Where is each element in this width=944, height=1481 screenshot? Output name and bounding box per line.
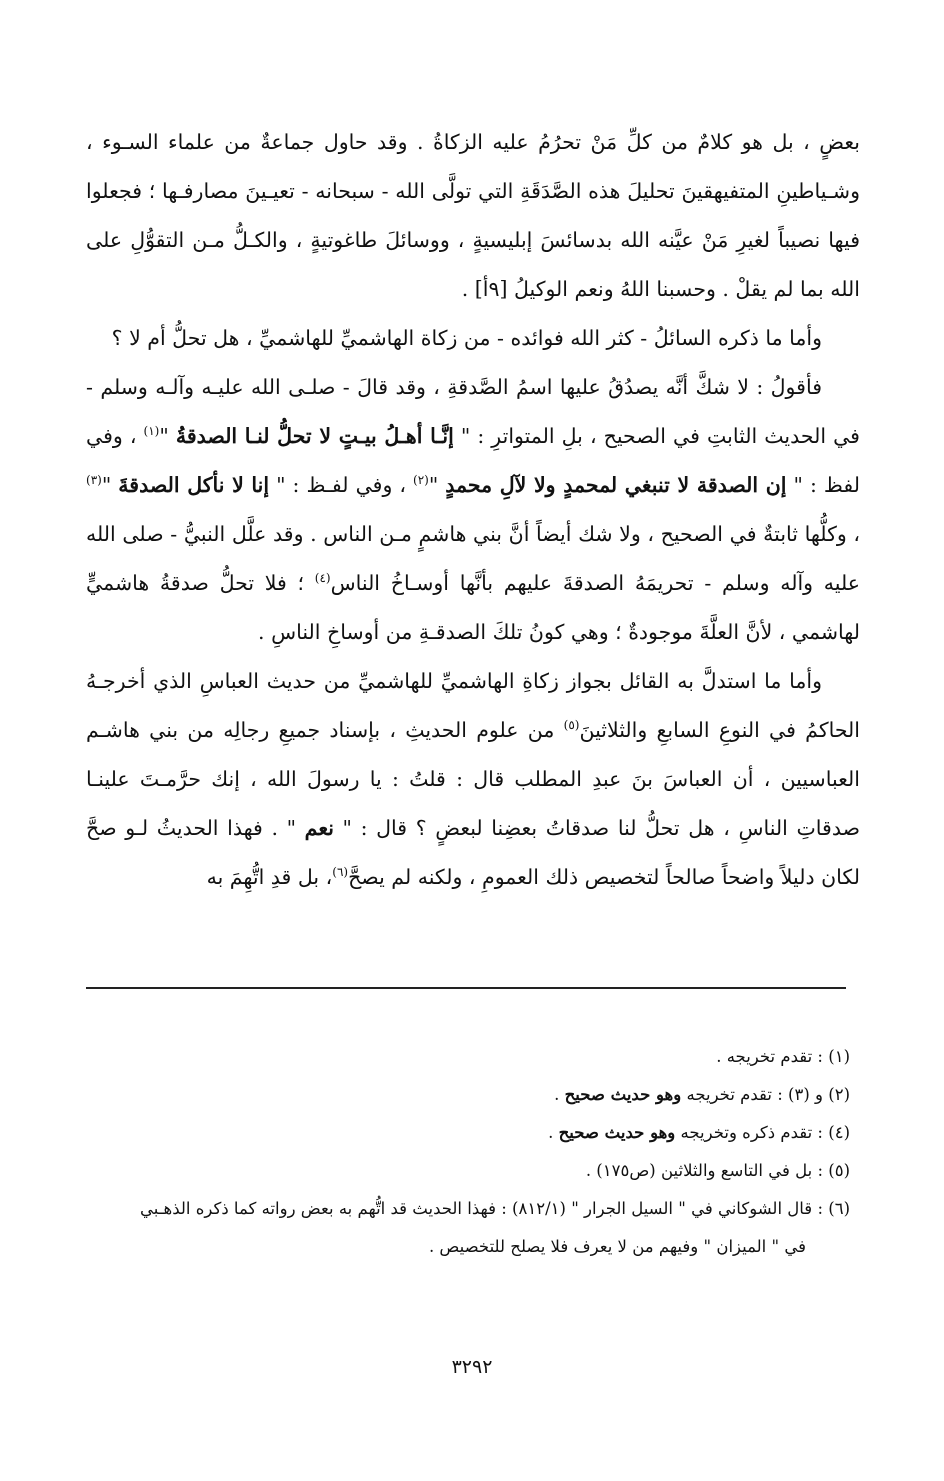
footnote-text: : تقدم تخريجه [681,1085,789,1104]
footnote-number: (١) [828,1047,850,1066]
hadith-quote-1: إنَّـا أهـلُ بيـتٍ لا تحلُّ لنـا الصدقةُ [175,424,454,448]
quote-mark: " [101,473,119,497]
footnote-1 [76,1038,850,1076]
footnotes [76,1038,850,1266]
paragraph-4-text: " . فهذا الحديثُ لـو صحَّ لكان دليلاً واضحاً صالحاً لتخصيص ذلك العمومِ ، ولكنه لم يصحَّ [86,816,860,889]
footnote-4 [76,1152,850,1190]
footnote-5 [76,1190,850,1228]
paragraph-4-text: من علوم الحديثِ ، بإسناد جميعِ رجالِه من بني هاشـم العباسيين ، أن العباسَ بنَ عبدِ المطلب قال : قلتُ : يا رسولَ الله ، إنك حرَّمـتَ علينـا صدقاتِ الناسِ ، هل تحلُّ لنا صدقاتُ بعضِنا لبعضٍ ؟ قال : " [86,718,860,840]
footnote-ref-4[interactable]: (٤) [314,571,331,586]
quote-mark: " [159,424,176,448]
footnote-text: : تقدم تخريجه . [716,1047,829,1066]
footnote-3 [76,1114,850,1152]
paragraph-4-text: وأما ما استدلَّ به القائل بجواز زكاةِ الهاشميِّ للهاشميِّ من حديث العباسِ الذي أخرجـهُ الحاكمُ في النوعِ السابعِ والثلاثينَ [86,669,860,742]
paragraph-3-text: ، وفي لفظ : " [86,424,860,497]
footnote-ref-5[interactable]: (٥) [563,718,580,733]
footnote-ref-1[interactable]: (١) [143,424,160,439]
paragraph-2-text: وأما ما ذكره السائلُ - كثر الله فوائده - من زكاة الهاشميِّ للهاشميِّ ، هل تحلُّ أم لا ؟ [111,326,822,350]
footnote-5-continuation [76,1228,850,1266]
page-body [86,118,860,902]
paragraph-1 [86,118,860,314]
footnote-divider [86,987,846,989]
paragraph-4 [86,657,860,902]
footnote-text: في " الميزان " وفيهم من لا يعرف فلا يصلح للتخصيص . [428,1237,806,1256]
footnote-grading: وهو حديث صحيح [564,1085,682,1104]
paragraph-1-text: بعضٍ ، بل هو كلامٌ من كلِّ مَنْ تحرُمُ عليه الزكاةُ . وقد حاول جماعةٌ من علماء السـوء ، وشـياطينِ المتفيهقينَ تحليلَ هذه الصَّدَقَةِ التي تولَّى الله - سبحانه - تعيـينَ مصارفـها ؛ فجعلوا فيها نصيباً لغيرِ مَنْ عيَّنه الله بدسائسَ إبليسيةٍ ، ووسائلَ طاغوتيةٍ ، والكـلُّ مـن التقوُّلِ على الله بما لم يقلْ . وحسبنا اللهُ ونعم الوكيلُ [٩أ] . [86,130,860,301]
footnote-ref-6[interactable]: (٦) [332,865,349,880]
quote-mark: " [428,473,446,497]
footnote-number: (٦) [828,1199,850,1218]
hadith-quote-2: إن الصدقة لا تنبغي لمحمدٍ ولا لآلِ محمدٍ [445,473,787,497]
main-text [86,118,860,902]
footnote-text: : بل في التاسع والثلاثين (ص١٧٥) . [585,1161,829,1180]
paragraph-3 [86,363,860,657]
hadith-answer: نعم [304,816,334,840]
footnote-text: . [554,1085,565,1104]
footnote-number: (٥) [828,1161,850,1180]
footnote-text: . [548,1123,559,1142]
footnote-ref-2[interactable]: (٢) [413,473,429,488]
footnote-number: (٢) و (٣) [788,1085,850,1104]
footnote-2 [76,1076,850,1114]
footnote-ref-3[interactable]: (٣) [86,473,102,488]
paragraph-3-text: فأقولُ : لا شكَّ أنَّه يصدُقُ عليها اسمُ الصَّدقةِ ، وقد قالَ - صلـى الله عليـه وآلـه وسلم - في الحديث الثابتِ في الصحيح ، بلِ المتواترِ : " [86,375,860,448]
footnote-text: : تقدم ذكره وتخريجه [675,1123,829,1142]
paragraph-2 [86,314,860,363]
footnote-number: (٤) [828,1123,850,1142]
footnote-text: : قال الشوكاني في " السيل الجرار " (٨١٢/١) : فهذا الحديث قد اتُّهم به بعض رواته كما ذكره الذهـبي [139,1199,829,1218]
footnote-grading: وهو حديث صحيح [558,1123,676,1142]
paragraph-3-text: ، وكلُّها ثابتةٌ في الصحيح ، ولا شك أيضاً أنَّ بني هاشمٍ مـن الناس . وقد علَّل النبيُّ - صلى الله عليه وآله وسلم - تحريمَهُ الصدقةَ عليهم بأنَّها أوسـاخُ الناس [86,522,860,595]
paragraph-3-text: ، وفي لفـظ : " [269,473,414,497]
paragraph-3-text: ؛ فلا تحلُّ صدقةُ هاشميٍّ لهاشمي ، لأنَّ العلَّةَ موجودةٌ ؛ وهي كونُ تلكَ الصدقـةِ من أوساخِ الناسِ . [86,571,860,644]
hadith-quote-3: إنا لا نأكل الصدقةَ [118,473,270,497]
page-number: ٣٢٩٢ [451,1356,493,1378]
paragraph-4-text: ، بل قدِ اتُّهِمَ به [206,865,333,889]
